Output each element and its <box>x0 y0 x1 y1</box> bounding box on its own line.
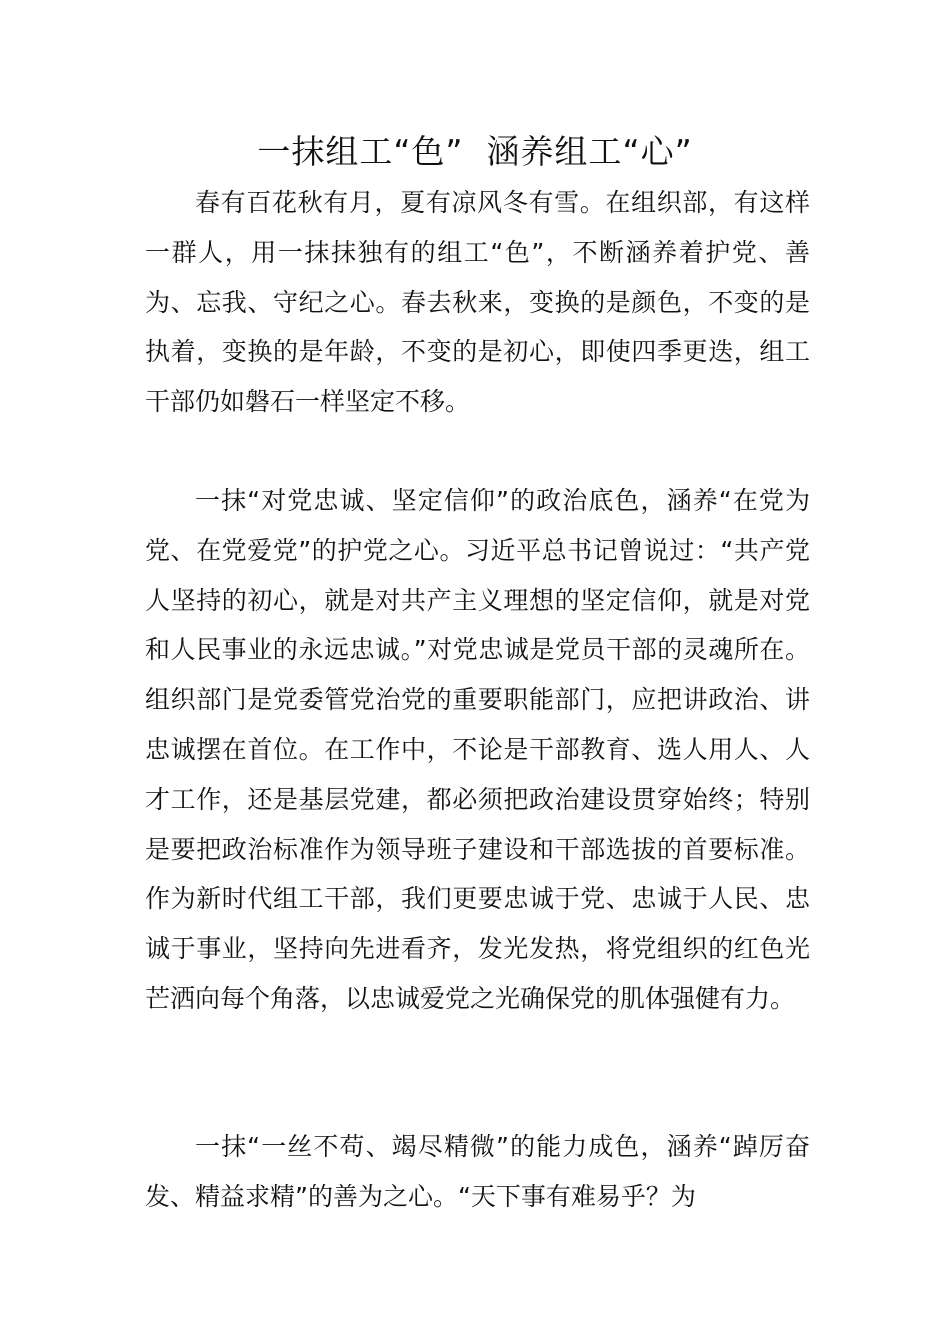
document-title: 一抹组工“色” 涵养组工“心” <box>257 132 693 171</box>
paragraph-political-color: 一抹“对党忠诚、坚定信仰”的政治底色，涵养“在党为党、在党爱党”的护党之心。习近平总书记曾说过：“共产党人坚持的初心，就是对共产主义理想的坚定信仰，就是对党和人民事业的永远忠诚。”对党忠诚是党员干部的灵魂所在。组织部门是党委管党治党的重要职能部门，应把讲政治、讲忠诚摆在首位。在工作中，不论是干部教育、选人用人、人才工作，还是基层党建，都必须把政治建设贯穿始终；特别是要把政治标准作为领导班子建设和干部选拔的首要标准。作为新时代组工干部，我们更要忠诚于党、忠诚于人民、忠诚于事业，坚持向先进看齐，发光发热，将党组织的红色光芒洒向每个角落，以忠诚爱党之光确保党的肌体强健有力。 <box>145 486 810 1013</box>
paragraph-intro: 春有百花秋有月，夏有凉风冬有雪。在组织部，有这样一群人，用一抹抹独有的组工“色”，不断涵养着护党、善为、忘我、守纪之心。春去秋来，变换的是颜色，不变的是执着，变换的是年龄，不变的是初心，即使四季更迭，组工干部仍如磐石一样坚定不移。 <box>145 188 810 417</box>
paragraph-ability-color: 一抹“一丝不苟、竭尽精微”的能力成色，涵养“踔厉奋发、精益求精”的善为之心。“天下事有难易乎？为 <box>145 1132 810 1211</box>
